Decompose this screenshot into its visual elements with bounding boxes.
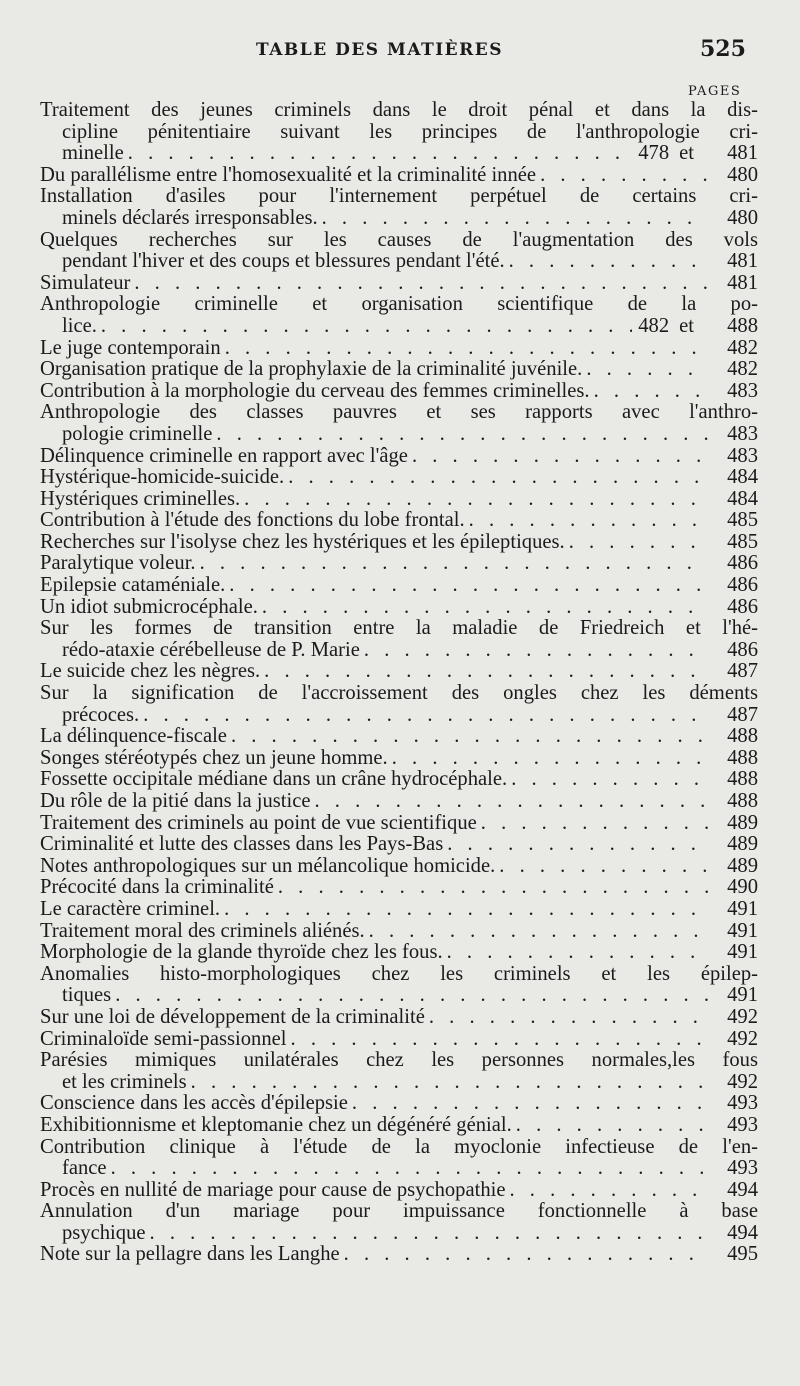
toc-entry bbox=[40, 446, 758, 468]
toc-entry-title-line: Traitement des criminels au point de vue scientifique bbox=[40, 811, 477, 834]
toc-entry bbox=[40, 553, 758, 575]
toc-entry-page: 488 bbox=[727, 314, 758, 337]
dot-leader bbox=[134, 273, 708, 295]
toc-entry-page: 488 bbox=[727, 746, 758, 769]
toc-entry-title-line: Conscience dans les accès d'épilepsie bbox=[40, 1092, 348, 1115]
toc-entry-title-line: Exhibitionnisme et kleptomanie chez un dégénéré génial. bbox=[40, 1113, 512, 1136]
dot-leader bbox=[586, 359, 708, 381]
toc-entry-page: 483 bbox=[727, 444, 758, 467]
toc-entry-page: 490 bbox=[727, 876, 758, 899]
toc-entry-title-line: Criminalité et lutte des classes dans les Pays-Bas bbox=[40, 833, 444, 856]
dot-leader bbox=[481, 813, 708, 835]
toc-entry-page: 491 bbox=[727, 941, 758, 964]
toc-entry-page: 492 bbox=[727, 1070, 758, 1093]
toc-entry-title-line: Morphologie de la glande thyroïde chez les fous. bbox=[40, 941, 443, 964]
toc-entry-page: 482 bbox=[727, 336, 758, 359]
toc-entry-title-line: Fossette occipitale médiane dans un crâne hydrocéphale. bbox=[40, 768, 508, 791]
dot-leader bbox=[231, 726, 708, 748]
toc-entry bbox=[40, 618, 758, 661]
toc-entry-title-line: Quelques recherches sur les causes de l'augmentation des vols bbox=[40, 229, 758, 251]
dot-leader bbox=[540, 165, 708, 187]
toc-entry-title-line: précoces. bbox=[62, 703, 140, 726]
dot-leader bbox=[594, 381, 708, 403]
toc-entry-page: 492 bbox=[727, 1005, 758, 1028]
toc-entry-title-line: Sur la signification de l'accroissement des ongles chez les déments bbox=[40, 683, 758, 705]
toc-entry-page: 486 bbox=[727, 552, 758, 575]
toc-entry-first-page: 482 bbox=[638, 314, 670, 337]
toc-entry-page: 486 bbox=[727, 595, 758, 618]
toc-entry-page: 482 bbox=[727, 358, 758, 381]
toc-entry-title-line: Anthropologie des classes pauvres et ses rapports avec l'anthro- bbox=[40, 402, 758, 424]
toc-entry-page: 487 bbox=[727, 660, 758, 683]
dot-leader bbox=[229, 575, 708, 597]
dot-leader bbox=[143, 705, 708, 727]
toc-entry-title-line: Annulation d'un mariage pour impuissance fonctionnelle à base bbox=[40, 1201, 758, 1223]
dot-leader bbox=[278, 877, 708, 899]
dot-leader bbox=[369, 921, 708, 943]
toc-entry bbox=[40, 1093, 758, 1115]
toc-entry-title-line: Recherches sur l'isolyse chez les hystériques et les épileptiques. bbox=[40, 530, 565, 553]
toc-entry-title-line: Contribution à la morphologie du cerveau des femmes criminelles. bbox=[40, 379, 590, 402]
table-of-contents bbox=[40, 100, 758, 1266]
toc-entry-page: 495 bbox=[727, 1243, 758, 1266]
toc-entry bbox=[40, 834, 758, 856]
toc-entry-page: 481 bbox=[727, 250, 758, 273]
toc-entry-title-line: Procès en nullité de mariage pour cause de psychopathie bbox=[40, 1178, 506, 1201]
dot-leader bbox=[322, 208, 708, 230]
toc-entry-page: 486 bbox=[727, 574, 758, 597]
toc-entry-page: 485 bbox=[727, 509, 758, 532]
toc-entry-first-page: 478 bbox=[638, 142, 670, 165]
pages-column-label: PAGES bbox=[688, 84, 742, 99]
dot-leader bbox=[344, 1244, 708, 1266]
dot-leader bbox=[224, 899, 708, 921]
toc-entry-title-line: Installation d'asiles pour l'internement perpétuel de certains cri- bbox=[40, 186, 758, 208]
dot-leader bbox=[509, 251, 708, 273]
toc-entry-page: 487 bbox=[727, 703, 758, 726]
toc-entry bbox=[40, 769, 758, 791]
dot-leader bbox=[352, 1093, 708, 1115]
toc-entry bbox=[40, 1244, 758, 1266]
toc-entry bbox=[40, 294, 758, 337]
dot-leader bbox=[244, 489, 708, 511]
toc-entry bbox=[40, 726, 758, 748]
toc-entry-title-line: Précocité dans la criminalité bbox=[40, 876, 274, 899]
toc-entry bbox=[40, 338, 758, 360]
toc-entry-title-line: minelle bbox=[62, 142, 124, 165]
toc-entry-title-line: Notes anthropologiques sur un mélancolique homicide. bbox=[40, 854, 496, 877]
toc-entry-title-line: Note sur la pellagre dans les Langhe bbox=[40, 1243, 340, 1266]
dot-leader bbox=[264, 661, 708, 683]
toc-entry bbox=[40, 1137, 758, 1180]
toc-entry-page: 484 bbox=[727, 466, 758, 489]
toc-entry bbox=[40, 1029, 758, 1051]
toc-entry-title-line: Sur les formes de transition entre la maladie de Friedreich et l'hé- bbox=[40, 618, 758, 640]
toc-entry bbox=[40, 100, 758, 165]
toc-entry-title-line: Du rôle de la pitié dans la justice bbox=[40, 790, 311, 812]
toc-entry-page: 483 bbox=[727, 379, 758, 402]
page-number: 525 bbox=[700, 36, 746, 62]
toc-entry-title-line: Le caractère criminel. bbox=[40, 897, 221, 920]
toc-entry bbox=[40, 381, 758, 403]
toc-entry-title-line: Hystériques criminelles. bbox=[40, 487, 241, 510]
dot-leader bbox=[364, 640, 708, 662]
toc-entry-page: 494 bbox=[727, 1221, 758, 1244]
toc-entry bbox=[40, 532, 758, 554]
toc-entry-title-line: lice. bbox=[62, 314, 97, 337]
toc-entry-title-line: pologie criminelle bbox=[62, 422, 213, 445]
toc-entry-title-line: Traitement moral des criminels aliénés. bbox=[40, 919, 365, 942]
toc-entry-page: 488 bbox=[727, 725, 758, 748]
dot-leader bbox=[412, 446, 708, 468]
toc-entry-page: 492 bbox=[727, 1027, 758, 1050]
toc-entry-title-line: pendant l'hiver et des coups et blessures pendant l'été. bbox=[62, 250, 505, 273]
toc-entry-page: 481 bbox=[727, 142, 758, 165]
toc-entry bbox=[40, 683, 758, 726]
toc-entry-title-line: psychique bbox=[62, 1221, 146, 1244]
toc-entry bbox=[40, 273, 758, 295]
toc-entry-title-line: Anthropologie criminelle et organisation scientifique de la po- bbox=[40, 294, 758, 316]
toc-entry-title-line: cipline pénitentiaire suivant les principes de l'anthropologie cri- bbox=[62, 121, 758, 143]
toc-entry-title-line: Simulateur bbox=[40, 271, 131, 294]
dot-leader bbox=[262, 597, 708, 619]
toc-entry-page: 489 bbox=[727, 854, 758, 877]
page-header bbox=[0, 36, 800, 66]
toc-entry-title-line: Anomalies histo-morphologiques chez les criminels et les épilep- bbox=[40, 963, 758, 985]
dot-leader bbox=[499, 856, 708, 878]
dot-leader bbox=[569, 532, 708, 554]
dot-leader bbox=[191, 1072, 708, 1094]
toc-entry-page: 491 bbox=[727, 897, 758, 920]
dot-leader bbox=[291, 1029, 708, 1051]
dot-leader bbox=[429, 1007, 708, 1029]
toc-entry bbox=[40, 942, 758, 964]
toc-entry-title-line: Criminaloïde semi-passionnel bbox=[40, 1027, 287, 1050]
toc-entry-page: 493 bbox=[727, 1157, 758, 1180]
toc-entry-page: 481 bbox=[727, 271, 758, 294]
running-title: TABLE DES MATIÈRES bbox=[256, 40, 504, 60]
toc-entry-page: 484 bbox=[727, 487, 758, 510]
dot-leader bbox=[447, 834, 708, 856]
dot-leader bbox=[128, 143, 632, 165]
toc-entry bbox=[40, 1115, 758, 1137]
toc-entry-title-line: Le juge contemporain bbox=[40, 336, 221, 359]
toc-entry-page: 494 bbox=[727, 1178, 758, 1201]
toc-entry bbox=[40, 791, 758, 813]
dot-leader bbox=[511, 769, 708, 791]
toc-entry-title-line: Délinquence criminelle en rapport avec l'âge bbox=[40, 444, 408, 467]
toc-entry-title-line: Du parallélisme entre l'homosexualité et la criminalité innée bbox=[40, 163, 537, 186]
toc-entry bbox=[40, 1007, 758, 1029]
dot-leader bbox=[111, 1158, 708, 1180]
toc-entry-title-line: Contribution clinique à l'étude de la myoclonie infectieuse de l'en- bbox=[40, 1136, 758, 1158]
toc-entry-page: 488 bbox=[727, 768, 758, 791]
toc-entry bbox=[40, 748, 758, 770]
dot-leader bbox=[150, 1223, 708, 1245]
toc-entry bbox=[40, 186, 758, 229]
toc-entry bbox=[40, 1050, 758, 1093]
toc-entry bbox=[40, 359, 758, 381]
dot-leader bbox=[447, 942, 708, 964]
toc-entry bbox=[40, 813, 758, 835]
toc-entry bbox=[40, 1201, 758, 1244]
toc-entry bbox=[40, 597, 758, 619]
toc-entry-title-line: Sur une loi de développement de la criminalité bbox=[40, 1005, 425, 1028]
toc-entry-title-line: tiques bbox=[62, 984, 112, 1007]
toc-entry bbox=[40, 899, 758, 921]
toc-entry bbox=[40, 921, 758, 943]
toc-entry-page: 493 bbox=[727, 1113, 758, 1136]
dot-leader bbox=[392, 748, 708, 770]
toc-entry-page: 493 bbox=[727, 1092, 758, 1115]
dot-leader bbox=[216, 424, 708, 446]
toc-entry bbox=[40, 575, 758, 597]
toc-entry-title-line: La délinquence-fiscale bbox=[40, 725, 227, 748]
toc-entry-page: 480 bbox=[727, 206, 758, 229]
toc-entry bbox=[40, 467, 758, 489]
toc-entry-page: 480 bbox=[727, 163, 758, 186]
toc-entry-title-line: minels déclarés irresponsables. bbox=[62, 206, 318, 229]
toc-entry bbox=[40, 661, 758, 683]
toc-entry-title-line: fance bbox=[62, 1157, 107, 1180]
toc-entry-page: 486 bbox=[727, 638, 758, 661]
dot-leader bbox=[101, 316, 632, 338]
dot-leader bbox=[516, 1115, 708, 1137]
toc-entry bbox=[40, 510, 758, 532]
toc-entry-conjunction: et bbox=[679, 142, 694, 165]
dot-leader bbox=[288, 467, 708, 489]
toc-entry bbox=[40, 856, 758, 878]
toc-entry-title-line: Paralytique voleur. bbox=[40, 552, 196, 575]
toc-entry bbox=[40, 877, 758, 899]
toc-entry-title-line: Parésies mimiques unilatérales chez les personnes normales,les fous bbox=[40, 1050, 758, 1072]
toc-entry bbox=[40, 489, 758, 511]
toc-entry-title-line: Organisation pratique de la prophylaxie de la criminalité juvénile. bbox=[40, 358, 583, 381]
dot-leader bbox=[200, 553, 708, 575]
dot-leader bbox=[509, 1180, 708, 1202]
toc-entry-title-line: Un idiot submicrocéphale. bbox=[40, 595, 258, 618]
toc-entry-title-line: Traitement des jeunes criminels dans le droit pénal et dans la dis- bbox=[40, 100, 758, 121]
toc-entry-page: 483 bbox=[727, 422, 758, 445]
toc-entry-page: 489 bbox=[727, 833, 758, 856]
toc-entry-page: 489 bbox=[727, 811, 758, 834]
toc-entry-page: 491 bbox=[727, 919, 758, 942]
toc-entry bbox=[40, 165, 758, 187]
dot-leader bbox=[115, 985, 708, 1007]
toc-entry-page: 491 bbox=[727, 984, 758, 1007]
toc-entry bbox=[40, 964, 758, 1007]
toc-entry-title-line: Songes stéréotypés chez un jeune homme. bbox=[40, 746, 388, 769]
dot-leader bbox=[469, 510, 708, 532]
toc-entry-title-line: Le suicide chez les nègres. bbox=[40, 660, 261, 683]
toc-entry-title-line: Epilepsie cataméniale. bbox=[40, 574, 226, 597]
toc-entry-page: 488 bbox=[727, 790, 758, 812]
toc-entry-title-line: Contribution à l'étude des fonctions du lobe frontal. bbox=[40, 509, 465, 532]
toc-entry bbox=[40, 402, 758, 445]
dot-leader bbox=[225, 338, 708, 360]
toc-entry bbox=[40, 1180, 758, 1202]
toc-entry-conjunction: et bbox=[679, 314, 694, 337]
dot-leader bbox=[315, 791, 709, 813]
toc-entry-title-line: et les criminels bbox=[62, 1070, 187, 1093]
toc-entry-title-line: rédo-ataxie cérébelleuse de P. Marie bbox=[62, 638, 360, 661]
toc-entry-title-line: Hystérique-homicide-suicide. bbox=[40, 466, 285, 489]
toc-entry-page: 485 bbox=[727, 530, 758, 553]
toc-entry bbox=[40, 230, 758, 273]
